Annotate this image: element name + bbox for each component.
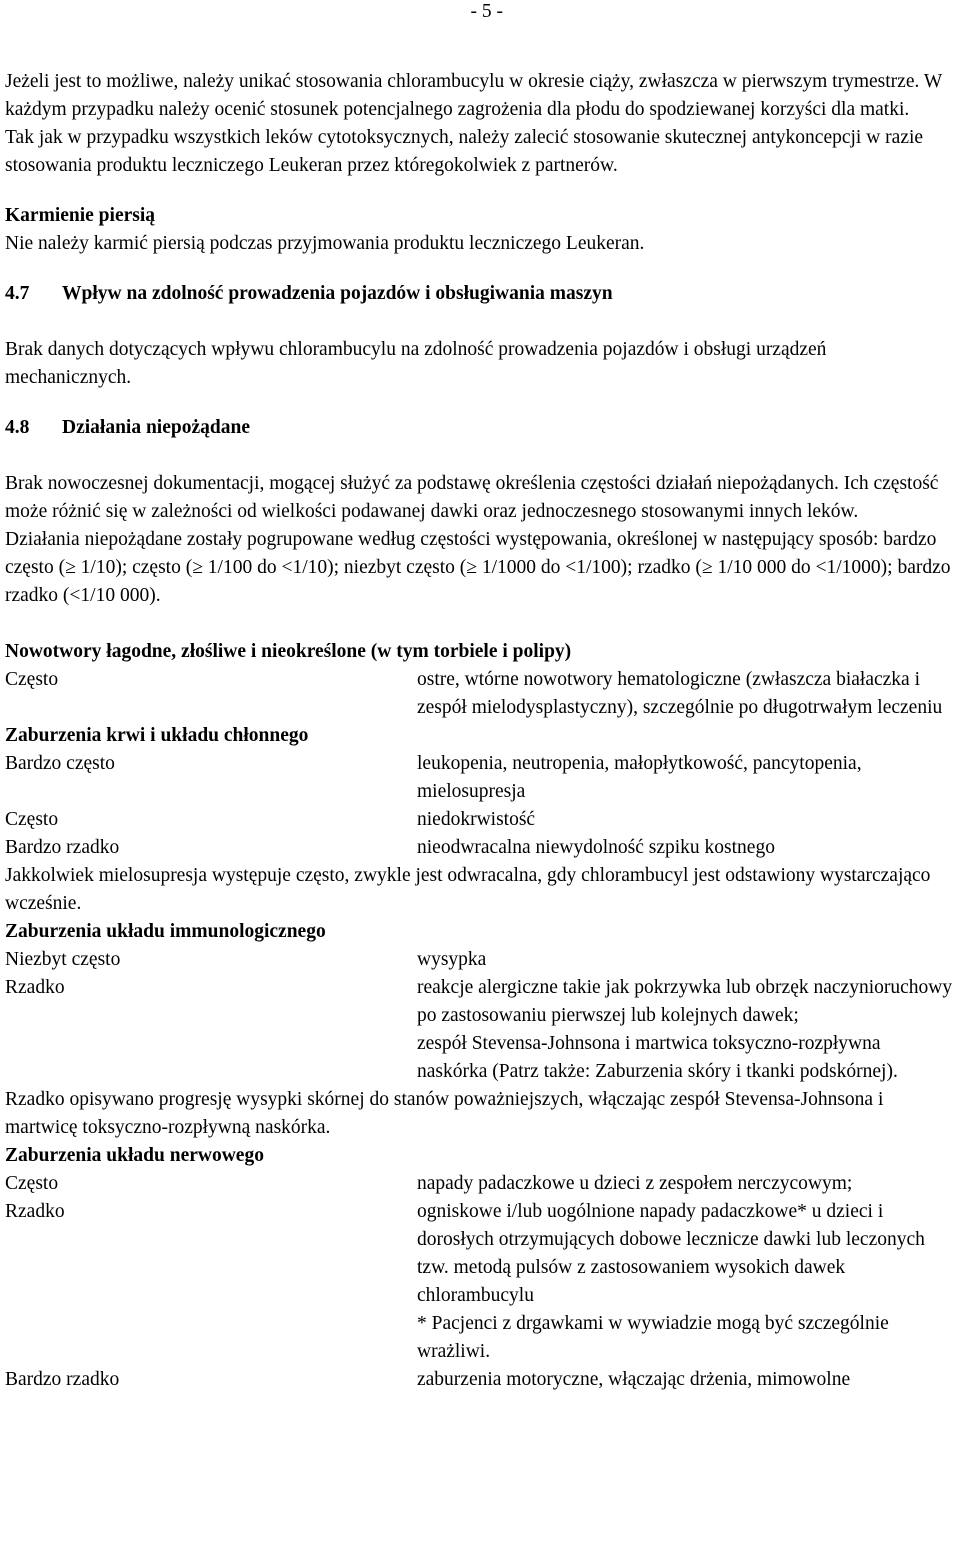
driving-text: Brak danych dotyczących wpływu chlorambucylu na zdolność prowadzenia pojazdów i obsługi urządzeń mechanicznych.: [5, 339, 827, 388]
reaction-description: niedokrwistość: [417, 809, 536, 830]
table-row: [5, 1170, 955, 1198]
section-number: 4.8: [5, 417, 30, 438]
frequency-term: Często: [5, 809, 59, 830]
reaction-description: zaburzenia motoryczne, włączając drżenia, mimowolne: [417, 1369, 851, 1390]
table-row: [5, 974, 955, 1086]
reaction-description: [417, 974, 955, 1086]
frequency-term: Rzadko: [5, 977, 65, 998]
breastfeeding-heading: Karmienie piersią: [5, 205, 156, 226]
table-row: [5, 946, 955, 974]
section-title: Działania niepożądane: [62, 417, 250, 438]
contraception-paragraph: Tak jak w przypadku wszystkich leków cytotoksycznych, należy zalecić stosowanie skutecznej antykoncepcji w razie stosowania produktu leczniczego Leukeran przez któregokolwiek z partnerów.: [5, 127, 924, 176]
section-4-8-heading: [5, 414, 955, 442]
reaction-description-line: * Pacjenci z drgawkami w wywiadzie mogą być szczególnie wrażliwi.: [417, 1313, 889, 1362]
reaction-description-line: zespół Stevensa-Johnsona i martwica toksyczno-rozpływna naskórka (Patrz także: Zaburzenia skóry i tkanki podskórnej).: [417, 1033, 898, 1082]
myelosuppression-note: Jakkolwiek mielosupresja występuje często, zwykle jest odwracalna, gdy chlorambucyl jest odstawiony wystarczająco wcześnie.: [5, 865, 931, 914]
section-title: Wpływ na zdolność prowadzenia pojazdów i obsługiwania maszyn: [62, 283, 613, 304]
table-row: [5, 750, 955, 806]
table-row: [5, 834, 955, 862]
reaction-description: [417, 1198, 955, 1366]
reaction-description: nieodwracalna niewydolność szpiku kostnego: [417, 837, 775, 858]
document-page: [5, 0, 955, 1394]
rash-progression-note: Rzadko opisywano progresję wysypki skórnej do stanów poważniejszych, włączając zespół Stevensa-Johnsona i martwicę toksyczno-rozpływną naskórka.: [5, 1089, 884, 1138]
blood-heading: Zaburzenia krwi i układu chłonnego: [5, 725, 309, 746]
table-row: [5, 1198, 955, 1366]
reaction-description-line: reakcje alergiczne takie jak pokrzywka lub obrzęk naczynioruchowy po zastosowaniu pierwszej lub kolejnych dawek;: [417, 977, 953, 1026]
reaction-description: wysypka: [417, 949, 487, 970]
frequency-term: Niezbyt często: [5, 949, 121, 970]
section-number: 4.7: [5, 283, 30, 304]
frequency-definition-paragraph: Działania niepożądane zostały pogrupowane według częstości występowania, określonej w następujący sposób: bardzo często (≥ 1/10); często (≥ 1/100 do <1/10); niezbyt często (≥ 1/1000 do <1/100); rzadko (≥ 1/10 000 do <1/1000); bardzo rzadko (<1/10 000).: [5, 529, 951, 606]
reaction-description: napady padaczkowe u dzieci z zespołem nerczycowym;: [417, 1173, 853, 1194]
neoplasms-heading: Nowotwory łagodne, złośliwe i nieokreślone (w tym torbiele i polipy): [5, 641, 572, 662]
frequency-term: Bardzo często: [5, 753, 115, 774]
table-row: [5, 1366, 955, 1394]
frequency-term: Rzadko: [5, 1201, 65, 1222]
reaction-description-line: ogniskowe i/lub uogólnione napady padaczkowe* u dzieci i dorosłych otrzymujących dobowe lecznicze dawki lub leczonych tzw. metodą pulsów z zastosowaniem wysokich dawek chlorambucylu: [417, 1201, 925, 1306]
frequency-term: Często: [5, 1173, 59, 1194]
frequency-term: Bardzo rzadko: [5, 837, 120, 858]
breastfeeding-text: Nie należy karmić piersią podczas przyjmowania produktu leczniczego Leukeran.: [5, 233, 645, 254]
pregnancy-paragraph: Jeżeli jest to możliwe, należy unikać stosowania chlorambucylu w okresie ciąży, zwłaszcza w pierwszym trymestrze. W każdym przypadku należy ocenić stosunek potencjalnego zagrożenia dla płodu do spodziewanej korzyści dla matki.: [5, 71, 942, 120]
table-row: [5, 806, 955, 834]
frequency-term: Bardzo rzadko: [5, 1369, 120, 1390]
frequency-term: Często: [5, 669, 59, 690]
immune-heading: Zaburzenia układu immunologicznego: [5, 921, 326, 942]
reaction-description: leukopenia, neutropenia, małopłytkowość, pancytopenia, mielosupresja: [417, 753, 862, 802]
table-row: [5, 666, 955, 722]
section-4-7-heading: [5, 280, 955, 308]
adverse-intro-paragraph: Brak nowoczesnej dokumentacji, mogącej służyć za podstawę określenia częstości działań niepożądanych. Ich częstość może różnić się w zależności od wielkości podawanej dawki oraz jednoczesnego stosowanymi innych leków.: [5, 473, 939, 522]
page-number: - 5 -: [470, 1, 503, 22]
nervous-heading: Zaburzenia układu nerwowego: [5, 1145, 264, 1166]
reaction-description: ostre, wtórne nowotwory hematologiczne (zwłaszcza białaczka i zespół mielodysplastyczny), szczególnie po długotrwałym leczeniu: [417, 669, 943, 718]
